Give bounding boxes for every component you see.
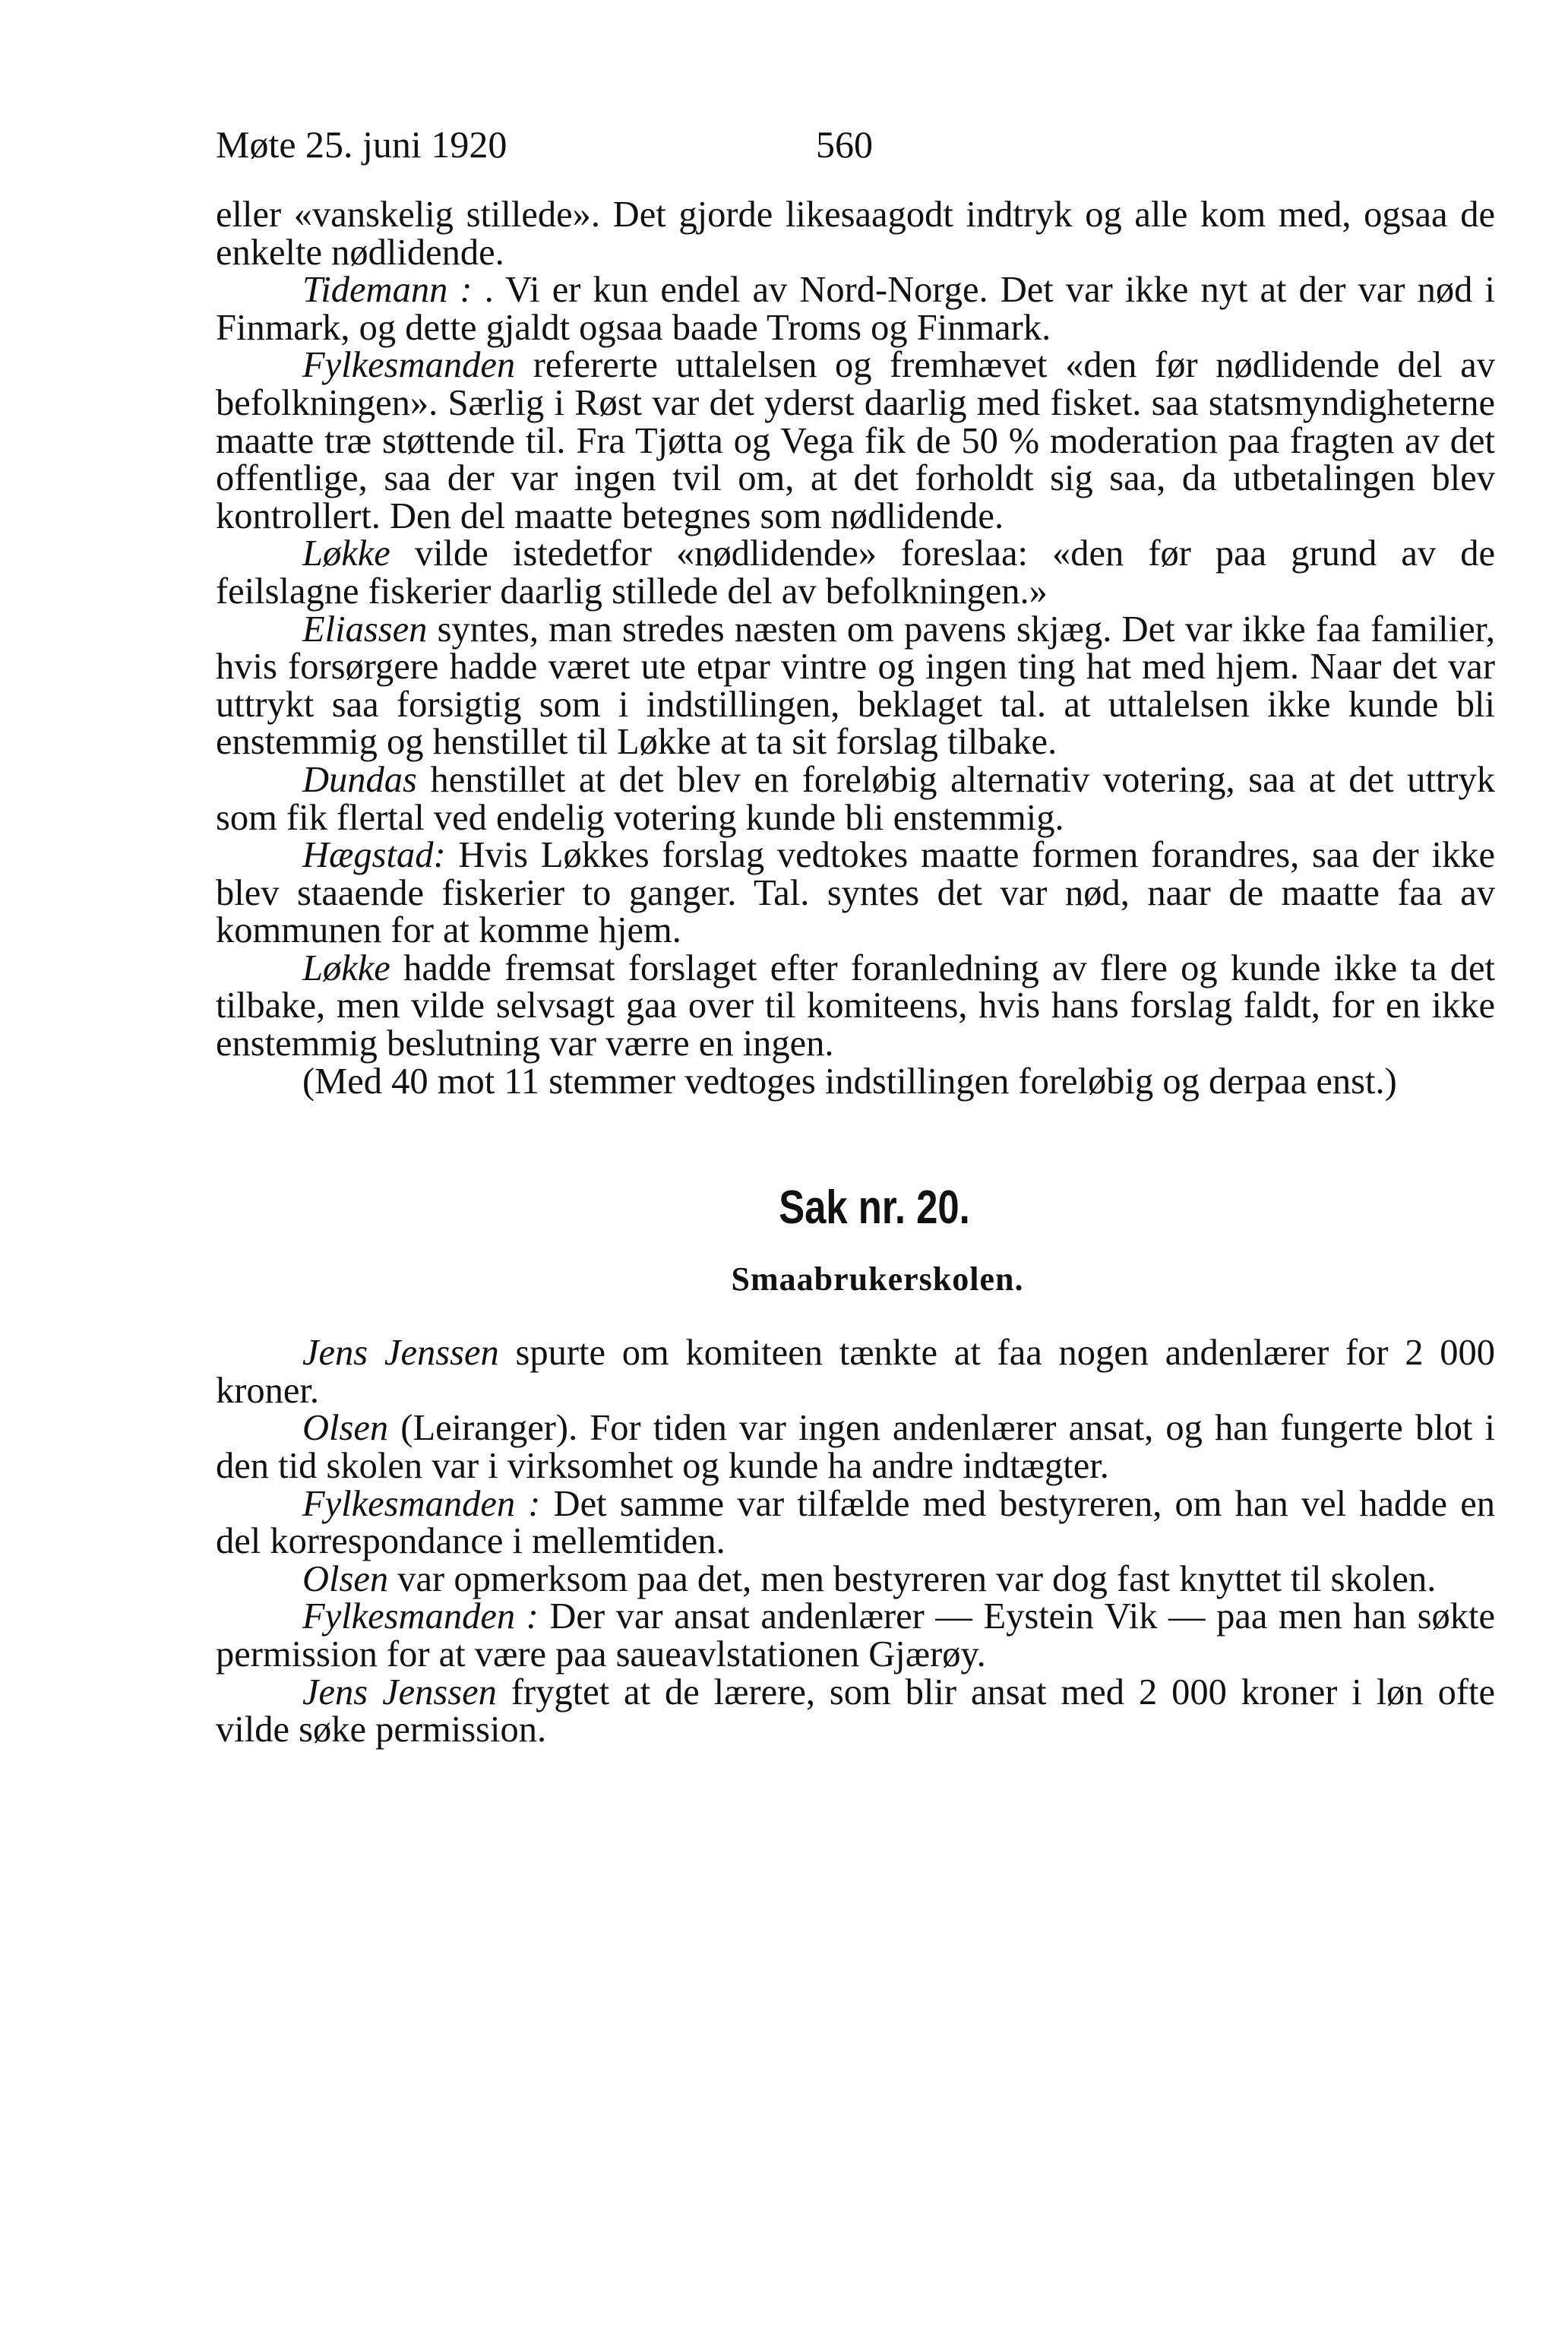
paragraph bbox=[216, 947, 1495, 1064]
running-header bbox=[216, 114, 1495, 175]
paragraph-text: var opmerksom paa det, men bestyreren var dog fast knyttet til skolen. bbox=[388, 1558, 1437, 1599]
speaker-name: Jens Jenssen bbox=[302, 1333, 499, 1374]
paragraph-text: henstillet at det blev en foreløbig alternativ votering, saa at det uttryk som fik flertal ved endelig votering kunde bli enstemmig. bbox=[216, 759, 1495, 838]
speaker-name: Løkke bbox=[302, 947, 390, 988]
paragraph-text: frygtet at de lærere, som blir ansat med 2 000 kroner i løn ofte vilde søke permission. bbox=[216, 1671, 1495, 1750]
paragraph bbox=[216, 1409, 1495, 1485]
paragraph bbox=[216, 535, 1495, 610]
vote-result-paragraph bbox=[216, 1063, 1495, 1101]
paragraph bbox=[216, 1334, 1495, 1409]
paragraph-text: . Vi er kun endel av Nord-Norge. Det var ikke nyt at der var nød i Finmark, og dette gjaldt ogsaa baade Troms og Finmark. bbox=[216, 270, 1495, 348]
paragraph bbox=[216, 611, 1495, 761]
paragraph bbox=[216, 346, 1495, 535]
paragraph-text: syntes, man stredes næsten om pavens skjæg. Det var ikke faa familier, hvis forsørgere hadde været ute etpar vintre og ingen ting hat med hjem. Naar det var uttrykt saa forsigtig som i indstillingen, beklaget tal. at uttalelsen ikke kunde bli enstemmig og henstillet til Løkke at ta sit forslag tilbake. bbox=[216, 609, 1495, 763]
speaker-name: Løkke bbox=[302, 533, 390, 574]
paragraph-text: Hvis Løkkes forslag vedtokes maatte formen forandres, saa der ikke blev staaende fiskerier to ganger. Tal. syntes det var nød, naar de maatte faa av kommunen for at komme hjem. bbox=[216, 835, 1495, 951]
section-title: Sak nr. 20. bbox=[779, 1181, 970, 1235]
speaker-name: Olsen bbox=[302, 1408, 389, 1449]
paragraph-text: refererte uttalelsen og fremhævet «den før nødlidende del av befolkningen». Særlig i Røst var det yderst daarlig med fisket. saa statsmyndigheterne maatte træ støttende til. Fra Tjøtta og Vega fik de 50 % moderation paa fragten av det offentlige, saa der var ingen tvil om, at det forholdt sig saa, da utbetalingen blev kontrollert. Den del maatte betegnes som nødlidende. bbox=[216, 345, 1495, 536]
paragraph bbox=[216, 761, 1495, 837]
body-text bbox=[216, 196, 1495, 1749]
paragraph-text: spurte om komiteen tænkte at faa nogen andenlærer for 2 000 kroner. bbox=[216, 1333, 1496, 1411]
document-page bbox=[216, 114, 1495, 1749]
speaker-name: Fylkesmanden : bbox=[302, 1596, 539, 1637]
section-subtitle: Smaabrukerskolen. bbox=[731, 1260, 1024, 1298]
paragraph bbox=[216, 1671, 1495, 1750]
speaker-name: Olsen bbox=[302, 1558, 389, 1599]
paragraph bbox=[216, 837, 1495, 950]
paragraph-text: eller «vanskelig stillede». Det gjorde likesaagodt indtryk og alle kom med, ogsaa de enkelte nødlidende. bbox=[216, 194, 1495, 273]
page-number: 560 bbox=[816, 123, 873, 166]
paragraph bbox=[216, 1558, 1495, 1599]
paragraph bbox=[216, 1598, 1495, 1673]
paragraph-text: vilde istedetfor «nødlidende» foreslaa: «den før paa grund av de feilslagne fiskerier daarlig stillede del av befolkningen.» bbox=[216, 533, 1495, 612]
speaker-name: Fylkesmanden bbox=[302, 345, 516, 386]
speaker-name: Hægstad: bbox=[302, 835, 446, 876]
speaker-name: Fylkesmanden : bbox=[302, 1483, 541, 1524]
speaker-name: Jens Jenssen bbox=[302, 1671, 497, 1713]
paragraph bbox=[216, 1485, 1495, 1561]
speaker-name: Tidemann : bbox=[302, 270, 473, 311]
paragraph-text: hadde fremsat forslaget efter foranledning av flere og kunde ikke ta det tilbake, men vilde selvsagt gaa over til komiteens, hvis hans forslag faldt, for en ikke enstemmig beslutning var værre en ingen. bbox=[216, 947, 1495, 1064]
paragraph bbox=[216, 196, 1495, 271]
header-meeting-date: Møte 25. juni 1920 bbox=[216, 123, 507, 166]
paragraph-text: (Leiranger). For tiden var ingen andenlærer ansat, og han fungerte blot i den tid skolen var i virksomhet og kunde ha andre indtægter. bbox=[216, 1408, 1495, 1487]
speaker-name: Dundas bbox=[302, 759, 417, 800]
paragraph-text: Der var ansat andenlærer — Eystein Vik — paa men han søkte permission for at være paa saueavlstationen Gjærøy. bbox=[216, 1596, 1495, 1675]
paragraph-text: Det samme var tilfælde med bestyreren, om han vel hadde en del korrespondance i mellemtiden. bbox=[216, 1483, 1495, 1562]
speaker-name: Eliassen bbox=[302, 609, 428, 650]
paragraph bbox=[216, 271, 1495, 346]
paragraph-text: (Med 40 mot 11 stemmer vedtoges indstillingen foreløbig og derpaa enst.) bbox=[302, 1061, 1397, 1102]
